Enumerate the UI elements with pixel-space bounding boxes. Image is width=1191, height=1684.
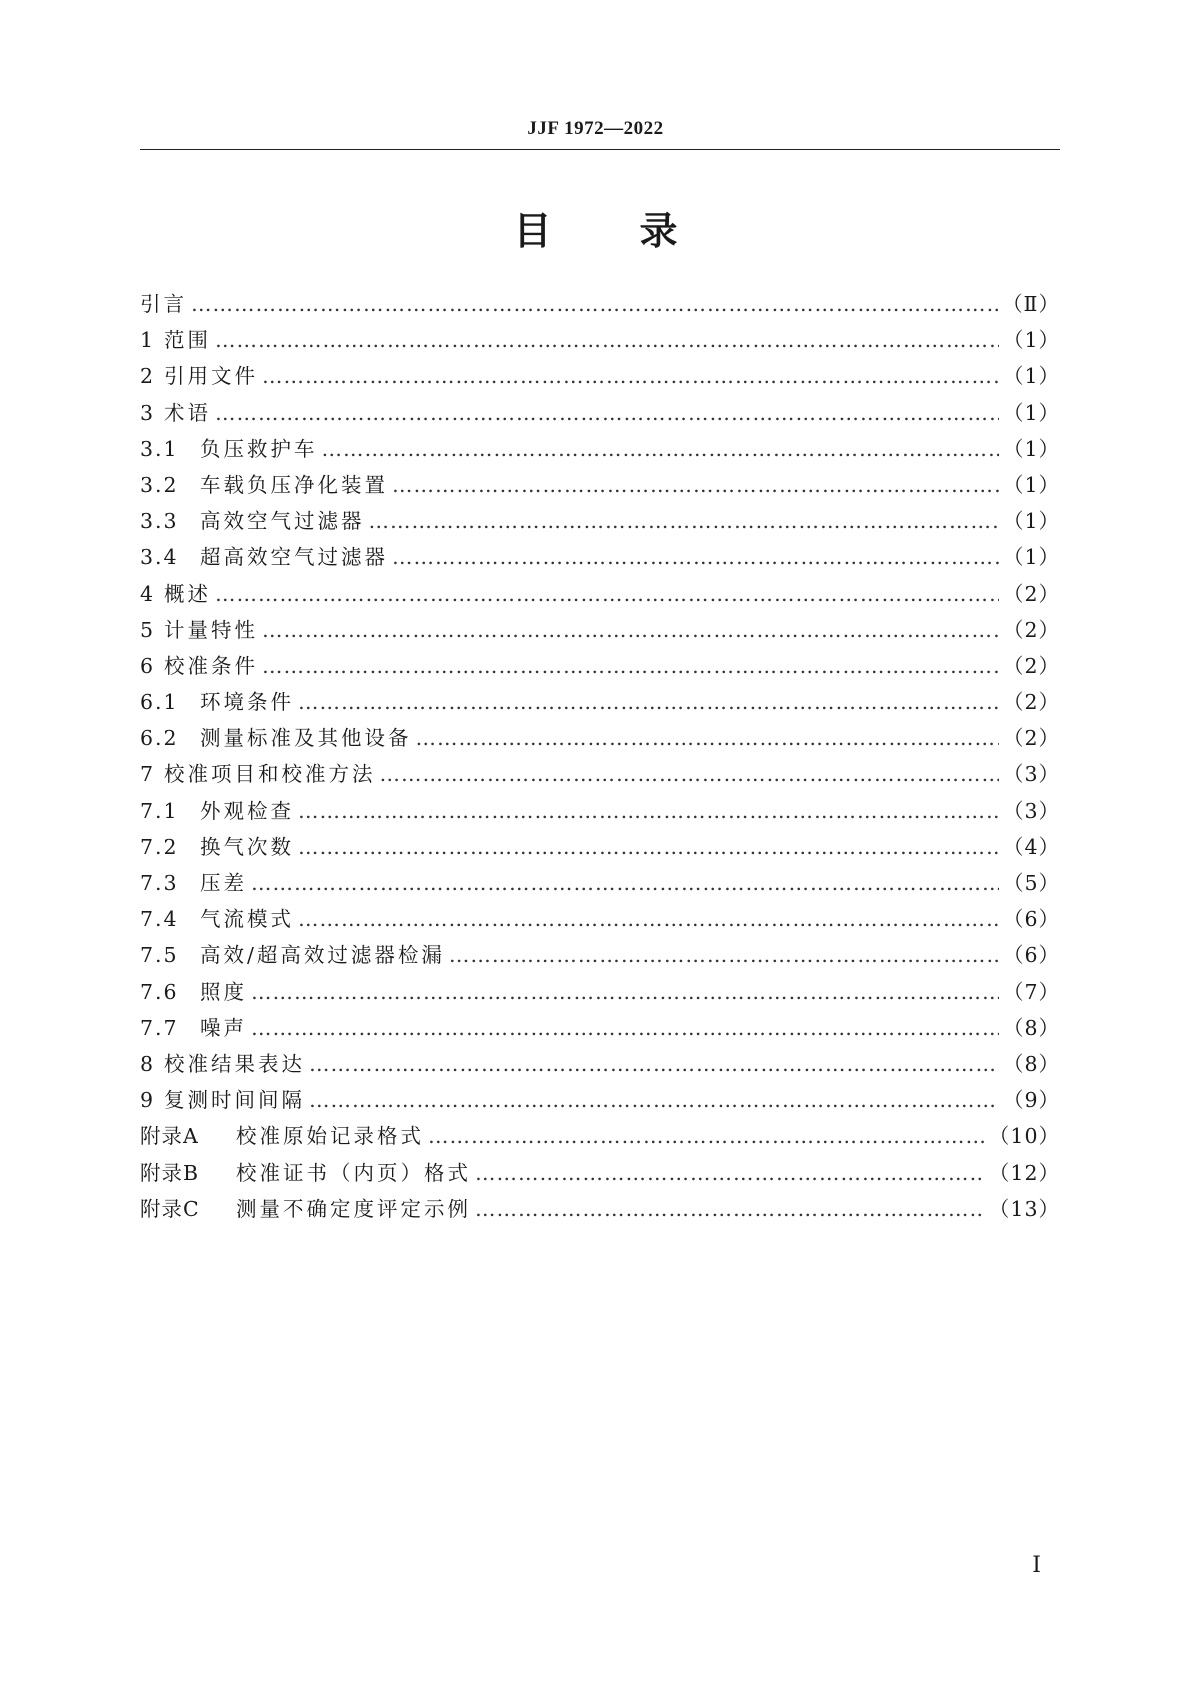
toc-entry-7[interactable] <box>140 757 1060 793</box>
toc-entry-7-2[interactable] <box>140 830 1060 866</box>
dot-leader <box>298 835 999 859</box>
toc-entry-6-1[interactable] <box>140 685 1060 721</box>
toc-entry-number: 9 <box>140 1088 156 1113</box>
toc-entry-9[interactable] <box>140 1083 1060 1119</box>
toc-entry-label: 换气次数 <box>200 834 294 859</box>
toc-entry-3-2[interactable] <box>140 468 1060 504</box>
toc-entry-page: （2） <box>1002 581 1060 606</box>
toc-entry-label: 校准项目和校准方法 <box>164 762 376 787</box>
dot-leader <box>298 907 999 931</box>
dot-leader <box>262 364 999 388</box>
toc-entry-page: （1） <box>1002 509 1060 534</box>
title-char-1: 目 <box>513 209 552 253</box>
toc-entry-label: 车载负压净化装置 <box>200 472 388 497</box>
toc-entry-7-7[interactable] <box>140 1011 1060 1047</box>
toc-entry-page: （3） <box>1002 798 1060 823</box>
dot-leader <box>380 762 999 786</box>
toc-entry-page: （13） <box>988 1196 1060 1221</box>
toc-entry-6[interactable] <box>140 649 1060 685</box>
dot-leader <box>215 328 999 352</box>
toc-entry-label: 引用文件 <box>164 364 258 389</box>
toc-entry-page: （12） <box>988 1160 1060 1185</box>
toc-entry-label: 高效空气过滤器 <box>200 509 365 534</box>
dot-leader <box>251 871 999 895</box>
toc-entry-number: 7.3 <box>140 871 179 895</box>
table-of-contents <box>140 287 1060 1228</box>
toc-entry-number: 2 <box>140 364 156 389</box>
toc-entry-page: （8） <box>1002 1015 1060 1040</box>
toc-entry-label: 超高效空气过滤器 <box>200 545 388 570</box>
toc-entry-number: 7.1 <box>140 798 179 823</box>
toc-entry-page: （2） <box>1002 690 1060 715</box>
toc-entry-number: 附录B <box>140 1160 200 1185</box>
toc-entry-label: 外观检查 <box>200 798 294 823</box>
dot-leader <box>416 726 999 750</box>
dot-leader <box>251 980 999 1004</box>
dot-leader <box>298 799 999 823</box>
dot-leader <box>392 545 999 569</box>
toc-entry-page: （6） <box>1002 907 1060 932</box>
toc-entry-number: 6.1 <box>140 690 179 715</box>
dot-leader <box>475 1197 985 1221</box>
toc-entry-page: （7） <box>1002 979 1060 1004</box>
toc-entry-number: 7.4 <box>140 907 179 932</box>
title-char-2: 录 <box>639 209 678 253</box>
toc-entry-7-6[interactable] <box>140 975 1060 1011</box>
dot-leader <box>475 1161 985 1185</box>
toc-entry-3-1[interactable] <box>140 432 1060 468</box>
toc-entry-appendix-b[interactable] <box>140 1156 1060 1192</box>
toc-entry-label: 校准结果表达 <box>164 1051 305 1076</box>
toc-entry-appendix-c[interactable] <box>140 1192 1060 1228</box>
toc-entry-7-1[interactable] <box>140 794 1060 830</box>
toc-entry-5[interactable] <box>140 613 1060 649</box>
toc-entry-label: 噪声 <box>200 1015 247 1040</box>
toc-entry-number: 7.5 <box>140 943 179 968</box>
page-title <box>0 200 1191 255</box>
toc-entry-6-2[interactable] <box>140 721 1060 757</box>
toc-entry-page: （10） <box>988 1124 1060 1149</box>
toc-entry-page: （2） <box>1002 726 1060 751</box>
document-code-header: JJF 1972—2022 <box>527 118 664 139</box>
toc-entry-8[interactable] <box>140 1047 1060 1083</box>
toc-entry-label: 环境条件 <box>200 690 294 715</box>
toc-entry-page: （1） <box>1002 364 1060 389</box>
toc-entry-appendix-a[interactable] <box>140 1119 1060 1155</box>
toc-entry-label: 测量标准及其他设备 <box>200 726 412 751</box>
toc-entry-number: 附录A <box>140 1124 199 1149</box>
toc-entry-label: 校准原始记录格式 <box>236 1124 424 1149</box>
toc-entry-7-4[interactable] <box>140 902 1060 938</box>
toc-entry-label: 照度 <box>200 979 247 1004</box>
toc-entry-label: 引言 <box>140 292 187 316</box>
toc-entry-label: 压差 <box>200 871 247 895</box>
toc-entry-number: 7 <box>140 762 156 787</box>
dot-leader <box>215 401 999 425</box>
toc-entry-4[interactable] <box>140 577 1060 613</box>
toc-entry-7-3[interactable] <box>140 866 1060 902</box>
dot-leader <box>262 654 999 678</box>
dot-leader <box>392 473 999 497</box>
toc-entry-number: 3.2 <box>140 472 179 497</box>
toc-entry-number: 7.7 <box>140 1015 179 1040</box>
toc-entry-label: 概述 <box>164 581 211 606</box>
toc-entry-3-4[interactable] <box>140 540 1060 576</box>
toc-entry-label: 负压救护车 <box>200 436 318 461</box>
dot-leader <box>298 690 999 714</box>
toc-entry-page: （6） <box>1002 943 1060 968</box>
dot-leader <box>369 509 999 533</box>
dot-leader <box>215 582 999 606</box>
toc-entry-page: （3） <box>1002 762 1060 787</box>
toc-entry-page: （5） <box>1002 871 1060 895</box>
toc-entry-number: 3.3 <box>140 509 179 534</box>
dot-leader <box>262 618 999 642</box>
dot-leader <box>309 1052 999 1076</box>
toc-entry-3[interactable] <box>140 396 1060 432</box>
toc-entry-page: （1） <box>1002 328 1060 353</box>
toc-entry-number: 1 <box>140 328 156 353</box>
toc-entry-page: （Ⅱ） <box>1002 292 1060 316</box>
toc-entry-number: 7.6 <box>140 979 179 1004</box>
toc-entry-number: 6.2 <box>140 726 179 751</box>
toc-entry-page: （2） <box>1002 617 1060 642</box>
toc-entry-number: 附录C <box>140 1196 200 1221</box>
toc-entry-page: （8） <box>1002 1051 1060 1076</box>
toc-entry-intro[interactable] <box>140 287 1060 323</box>
toc-entry-label: 校准证书（内页）格式 <box>236 1160 471 1185</box>
toc-entry-page: （1） <box>1002 436 1060 461</box>
toc-entry-number: 3.4 <box>140 545 179 570</box>
toc-entry-label: 气流模式 <box>200 907 294 932</box>
toc-entry-number: 8 <box>140 1051 156 1076</box>
toc-entry-page: （4） <box>1002 834 1060 859</box>
dot-leader <box>449 943 999 967</box>
toc-entry-page: （1） <box>1002 545 1060 570</box>
toc-entry-page: （2） <box>1002 653 1060 678</box>
dot-leader <box>191 292 998 316</box>
toc-entry-number: 4 <box>140 581 156 606</box>
dot-leader <box>428 1124 985 1148</box>
toc-entry-3-3[interactable] <box>140 504 1060 540</box>
toc-entry-2[interactable] <box>140 359 1060 395</box>
toc-entry-1[interactable] <box>140 323 1060 359</box>
toc-entry-label: 计量特性 <box>164 617 258 642</box>
toc-entry-number: 6 <box>140 653 156 678</box>
toc-entry-label: 术语 <box>164 400 211 425</box>
toc-entry-label: 校准条件 <box>164 653 258 678</box>
toc-entry-number: 3.1 <box>140 436 179 461</box>
page-number: Ⅰ <box>1032 1552 1041 1577</box>
toc-entry-number: 7.2 <box>140 834 179 859</box>
toc-entry-page: （9） <box>1002 1088 1060 1113</box>
toc-entry-label: 范围 <box>164 328 211 353</box>
toc-entry-page: （1） <box>1002 400 1060 425</box>
toc-entry-label: 高效/超高效过滤器检漏 <box>200 943 445 968</box>
dot-leader <box>251 1016 999 1040</box>
toc-entry-label: 复测时间间隔 <box>164 1088 305 1113</box>
toc-entry-number: 3 <box>140 400 156 425</box>
toc-entry-number: 5 <box>140 617 156 642</box>
toc-entry-7-5[interactable] <box>140 938 1060 974</box>
dot-leader <box>309 1088 999 1112</box>
dot-leader <box>322 437 999 461</box>
toc-entry-page: （1） <box>1002 472 1060 497</box>
header-rule <box>140 149 1060 150</box>
toc-entry-label: 测量不确定度评定示例 <box>236 1196 471 1221</box>
